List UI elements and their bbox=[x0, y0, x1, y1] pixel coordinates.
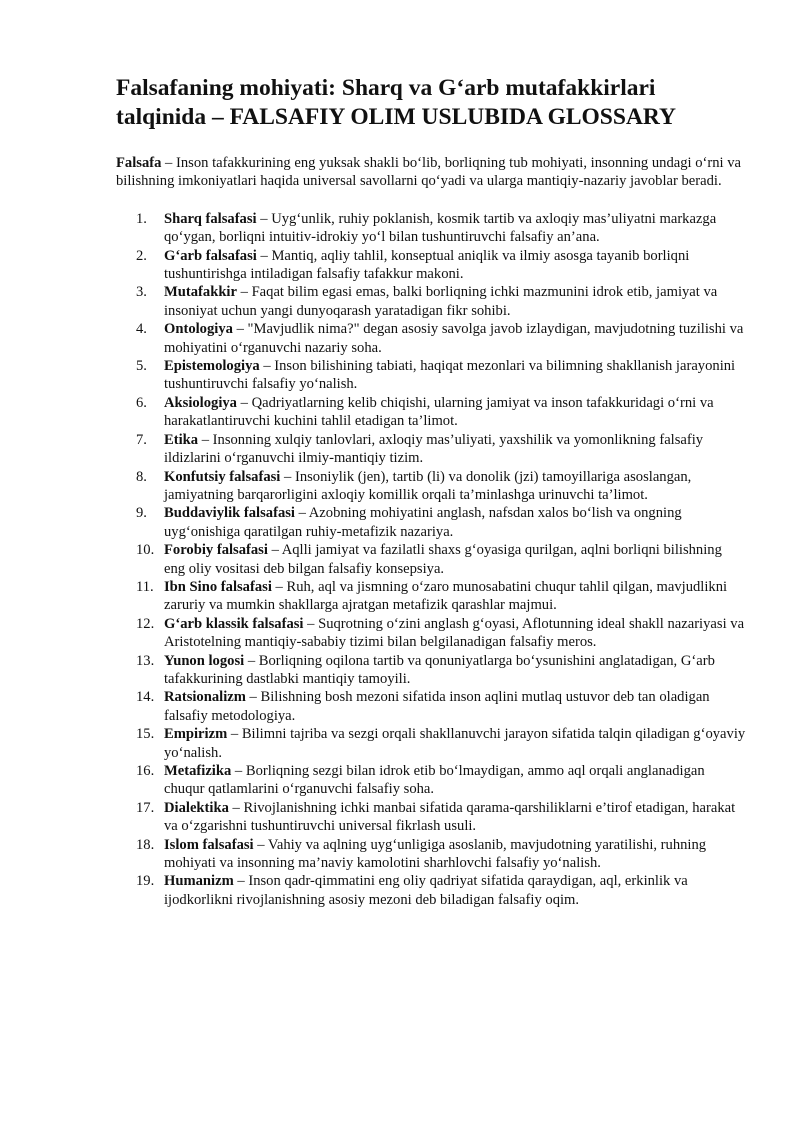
glossary-item-number: 10. bbox=[136, 542, 155, 559]
glossary-term: Ibn Sino falsafasi bbox=[164, 578, 272, 595]
glossary-term: Yunon logosi bbox=[164, 652, 245, 669]
glossary-term: Metafizika bbox=[164, 763, 232, 779]
glossary-item-number: 9. bbox=[136, 505, 147, 522]
glossary-definition: – "Mavjudlik nima?" degan asosiy savolga javob izlaydigan, mavjudotning tuzilishi va mohiyatini o‘rganuvchi nazariy soha. bbox=[164, 321, 744, 356]
glossary-item bbox=[116, 836, 746, 873]
glossary-term: Buddaviylik falsafasi bbox=[164, 505, 295, 522]
glossary-definition: – Vahiy va aqlning uyg‘unligiga asoslanib, mavjudotning yaratilishi, ruhning mohiyati va insonning ma’naviy kamolotini sharhlovchi falsafiy yo‘nalish. bbox=[164, 836, 707, 872]
glossary-term: Etika bbox=[164, 431, 199, 448]
glossary-definition: – Mantiq, aqliy tahlil, konseptual aniqlik va ilmiy asosga tayanib borliqni tushuntirishga intiladigan falsafiy tafakkur makoni. bbox=[164, 247, 690, 283]
glossary-item-number: 14. bbox=[136, 689, 155, 706]
glossary-item-number: 15. bbox=[136, 726, 155, 743]
intro-term: Falsafa bbox=[116, 155, 162, 171]
glossary-item-number: 13. bbox=[136, 652, 155, 669]
glossary-item-number: 12. bbox=[136, 615, 155, 632]
intro-paragraph bbox=[116, 154, 746, 191]
glossary-item bbox=[116, 247, 746, 284]
document-page bbox=[116, 74, 746, 909]
glossary-item bbox=[116, 541, 746, 578]
glossary-item bbox=[116, 283, 746, 320]
glossary-item bbox=[116, 357, 746, 394]
glossary-item bbox=[116, 615, 746, 652]
glossary-item-number: 16. bbox=[136, 763, 155, 779]
glossary-term: G‘arb falsafasi bbox=[164, 247, 257, 264]
glossary-term: Empirizm bbox=[164, 726, 228, 743]
glossary-item bbox=[116, 468, 746, 505]
glossary-item bbox=[116, 320, 746, 357]
glossary-item bbox=[116, 799, 746, 836]
glossary-item bbox=[116, 725, 746, 762]
glossary-term: Ratsionalizm bbox=[164, 689, 246, 706]
glossary-item bbox=[116, 504, 746, 541]
glossary-term: Dialektika bbox=[164, 799, 229, 816]
glossary-term: Humanizm bbox=[164, 873, 234, 890]
glossary-term: Aksiologiya bbox=[164, 394, 237, 411]
glossary-item-number: 3. bbox=[136, 284, 147, 301]
glossary-item bbox=[116, 652, 746, 689]
glossary-item-number: 8. bbox=[136, 468, 147, 485]
glossary-definition: – Insoniylik (jen), tartib (li) va donolik (jzi) tamoyillariga asoslangan, jamiyatning barqarorligini axloqiy komillik orqali ta’minlashga urinuvchi ta’limot. bbox=[164, 468, 692, 503]
glossary-item bbox=[116, 210, 746, 247]
glossary-definition: – Rivojlanishning ichki manbai sifatida qarama-qarshiliklarni e’tirof etadigan, harakat va o‘zgarishni tushuntiruvchi universal fikrlash usuli. bbox=[164, 799, 736, 835]
document-title: Falsafaning mohiyati: Sharq va G‘arb mutafakkirlari talqinida – FALSAFIY OLIM USLUBIDA GLOSSARY bbox=[116, 75, 677, 130]
glossary-definition: – Qadriyatlarning kelib chiqishi, ularning jamiyat va inson tafakkuridagi o‘rni va harakatlantiruvchi kuchini tahlil etadigan ta’limot. bbox=[164, 394, 714, 430]
glossary-definition: – Bilimni tajriba va sezgi orqali shakllanuvchi jarayon sifatida talqin qiladigan g‘oyaviy yo‘nalish. bbox=[164, 726, 746, 761]
glossary-definition: – Inson qadr-qimmatini eng oliy qadriyat sifatida qaraydigan, aql, erkinlik va ijodkorlikni rivojlanishning asosiy mezoni deb biladigan falsafiy oqim. bbox=[164, 873, 688, 908]
glossary-item bbox=[116, 762, 746, 799]
glossary-definition: – Aqlli jamiyat va fazilatli shaxs g‘oyasiga qurilgan, aqlni borliqni bilishning eng oliy vositasi deb bilgan falsafiy konsepsiya. bbox=[164, 542, 722, 577]
intro-definition: – Inson tafakkurining eng yuksak shakli bo‘lib, borliqning tub mohiyati, insonning undagi o‘rni va bilishning imkoniyatlari haqida universal savollarni qo‘yadi va ularga mantiqiy-nazariy javoblar beradi. bbox=[116, 155, 742, 190]
glossary-definition: – Borliqning oqilona tartib va qonuniyatlarga bo‘ysunishini anglatadigan, G‘arb tafakkurining dastlabki mantiqiy tamoyili. bbox=[164, 652, 715, 687]
glossary-term: Konfutsiy falsafasi bbox=[164, 468, 281, 485]
glossary-item-number: 19. bbox=[136, 873, 155, 890]
glossary-item-number: 7. bbox=[136, 431, 147, 448]
glossary-term: Epistemologiya bbox=[164, 358, 260, 375]
glossary-item-number: 6. bbox=[136, 394, 147, 411]
glossary-definition: – Inson bilishining tabiati, haqiqat mezonlari va bilimning shakllanish jarayonini tushuntiruvchi falsafiy yo‘nalish. bbox=[164, 358, 736, 393]
glossary-list bbox=[116, 210, 746, 909]
glossary-item-number: 4. bbox=[136, 321, 147, 338]
glossary-definition: – Azobning mohiyatini anglash, nafsdan xalos bo‘lish va ongning uyg‘onishiga qaratilgan ruhiy-metafizik nazariya. bbox=[164, 505, 682, 540]
glossary-definition: – Insonning xulqiy tanlovlari, axloqiy mas’uliyati, yaxshilik va yomonlikning falsafiy ildizlarini o‘rganuvchi ilmiy-mantiqiy tizim. bbox=[164, 431, 704, 467]
glossary-item-number: 11. bbox=[136, 578, 154, 595]
glossary-item bbox=[116, 431, 746, 468]
glossary-term: G‘arb klassik falsafasi bbox=[164, 615, 304, 632]
glossary-term: Ontologiya bbox=[164, 321, 233, 338]
glossary-item bbox=[116, 872, 746, 909]
glossary-definition: – Bilishning bosh mezoni sifatida inson aqlini mutlaq ustuvor deb tan oladigan falsafiy metodologiya. bbox=[164, 689, 710, 724]
glossary-definition: – Borliqning sezgi bilan idrok etib bo‘lmaydigan, ammo aql orqali anglanadigan chuqur qatlamlarini o‘rganuvchi falsafiy soha. bbox=[164, 763, 705, 798]
glossary-definition: – Uyg‘unlik, ruhiy poklanish, kosmik tartib va axloqiy mas’uliyatni markazga qo‘ygan, borliqni intuitiv-idrokiy yo‘l bilan tushuntiruvchi falsafiy an’ana. bbox=[164, 210, 717, 246]
glossary-definition: – Faqat bilim egasi emas, balki borliqning ichki mazmunini idrok etib, jamiyat va insoniyat uchun yangi dunyoqarash yaratadigan fikr sohibi. bbox=[164, 284, 718, 319]
glossary-definition: – Suqrotning o‘zini anglash g‘oyasi, Aflotunning ideal shakll nazariyasi va Aristotelning mantiqiy-sababiy tizimi bilan belgilanadigan falsafiy meros. bbox=[164, 615, 745, 651]
glossary-item-number: 18. bbox=[136, 836, 155, 853]
glossary-item bbox=[116, 688, 746, 725]
glossary-item bbox=[116, 578, 746, 615]
glossary-item bbox=[116, 394, 746, 431]
glossary-item-number: 2. bbox=[136, 247, 147, 264]
glossary-term: Islom falsafasi bbox=[164, 836, 254, 853]
glossary-item-number: 5. bbox=[136, 358, 147, 375]
glossary-term: Sharq falsafasi bbox=[164, 210, 257, 227]
glossary-definition: – Ruh, aql va jismning o‘zaro munosabatini chuqur tahlil qilgan, mavjudlikni zaruriy va mumkin shakllarga ajratgan metafizik qarashlar majmui. bbox=[164, 578, 728, 614]
glossary-term: Mutafakkir bbox=[164, 284, 237, 301]
glossary-item-number: 1. bbox=[136, 210, 147, 227]
glossary-term: Forobiy falsafasi bbox=[164, 542, 268, 559]
glossary-item-number: 17. bbox=[136, 799, 155, 816]
